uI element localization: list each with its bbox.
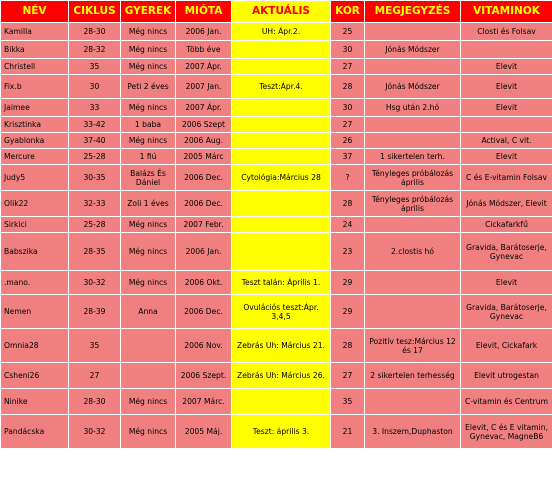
name-cell: Csheni26 — [1, 363, 69, 389]
child-cell: Még nincs — [121, 271, 176, 295]
current-cell — [232, 133, 331, 149]
age-cell: 28 — [331, 191, 365, 217]
child-cell: Még nincs — [121, 41, 176, 59]
since-cell: 2007 Márc. — [176, 389, 232, 415]
table-row — [1, 271, 552, 295]
table-row — [1, 389, 552, 415]
name-cell: Gyablonka — [1, 133, 69, 149]
cycle-cell: 32-33 — [69, 191, 121, 217]
cycle-cell: 35 — [69, 59, 121, 75]
note-cell: Jónás Módszer — [365, 41, 461, 59]
vitamin-cell — [461, 117, 552, 133]
current-cell: Cytológia:Március 28 — [232, 165, 331, 191]
table-body — [1, 23, 552, 449]
child-cell: Még nincs — [121, 233, 176, 271]
age-cell: 27 — [331, 117, 365, 133]
since-cell: Több éve — [176, 41, 232, 59]
note-cell: Tényleges próbálozás április — [365, 165, 461, 191]
table-row — [1, 149, 552, 165]
table-row — [1, 329, 552, 363]
since-cell: 2006 Szept — [176, 117, 232, 133]
note-cell: Pozitív tesz:Március 12 és 17 — [365, 329, 461, 363]
table-row — [1, 217, 552, 233]
header-aktualis: AKTUÁLIS — [232, 1, 331, 23]
age-cell: 29 — [331, 271, 365, 295]
vitamin-cell: C és E-vitamin Folsav — [461, 165, 552, 191]
table-row — [1, 233, 552, 271]
cycle-cell: 27 — [69, 363, 121, 389]
vitamin-cell: Cickafarkfű — [461, 217, 552, 233]
name-cell: Olik22 — [1, 191, 69, 217]
note-cell: Tényleges próbálozás április — [365, 191, 461, 217]
child-cell: Még nincs — [121, 389, 176, 415]
since-cell: 2006 Jan. — [176, 23, 232, 41]
cycle-cell: 37-40 — [69, 133, 121, 149]
table-row — [1, 59, 552, 75]
since-cell: 2006 Dec. — [176, 165, 232, 191]
vitamin-cell — [461, 41, 552, 59]
name-cell: Omnia28 — [1, 329, 69, 363]
note-cell — [365, 59, 461, 75]
vitamin-cell: Elevit, C és E vitamin, Gynevac, MagneB6 — [461, 415, 552, 449]
note-cell: Hsg után 2.hó — [365, 99, 461, 117]
name-cell: Ninike — [1, 389, 69, 415]
note-cell — [365, 217, 461, 233]
vitamin-cell: Elevit — [461, 149, 552, 165]
vitamin-cell: Elevit — [461, 99, 552, 117]
header-row — [1, 1, 552, 23]
name-cell: Krisztinka — [1, 117, 69, 133]
vitamin-cell: Actival, C vit. — [461, 133, 552, 149]
since-cell: 2006 Dec. — [176, 295, 232, 329]
header-gyerek: GYEREK — [121, 1, 176, 23]
since-cell: 2007 Ápr. — [176, 59, 232, 75]
note-cell — [365, 133, 461, 149]
child-cell — [121, 329, 176, 363]
vitamin-cell: Elevit — [461, 59, 552, 75]
header-megjegyzes: MEGJEGYZÉS — [365, 1, 461, 23]
cycle-cell: 25-28 — [69, 149, 121, 165]
table-row — [1, 133, 552, 149]
name-cell: Kamilla — [1, 23, 69, 41]
since-cell: 2005 Máj. — [176, 415, 232, 449]
table-row — [1, 99, 552, 117]
since-cell: 2005 Márc — [176, 149, 232, 165]
age-cell: 25 — [331, 23, 365, 41]
cycle-cell: 35 — [69, 329, 121, 363]
vitamin-cell: Closti és Folsav — [461, 23, 552, 41]
header-nev: NÉV — [1, 1, 69, 23]
since-cell: 2006 Aug. — [176, 133, 232, 149]
table-row — [1, 363, 552, 389]
name-cell: Mercure — [1, 149, 69, 165]
child-cell: Peti 2 éves — [121, 75, 176, 99]
since-cell: 2006 Nov. — [176, 329, 232, 363]
cycle-cell: 30-32 — [69, 415, 121, 449]
note-cell: 1 sikertelen terh. — [365, 149, 461, 165]
cycle-cell: 28-32 — [69, 41, 121, 59]
age-cell: 35 — [331, 389, 365, 415]
cycle-cell: 30 — [69, 75, 121, 99]
note-cell — [365, 23, 461, 41]
cycle-cell: 30-32 — [69, 271, 121, 295]
header-ciklus: CIKLUS — [69, 1, 121, 23]
current-cell: Teszt: április 3. — [232, 415, 331, 449]
age-cell: 28 — [331, 75, 365, 99]
table-row — [1, 165, 552, 191]
child-cell: Zoli 1 éves — [121, 191, 176, 217]
table-row — [1, 191, 552, 217]
name-cell: Judy5 — [1, 165, 69, 191]
since-cell: 2006 Dec. — [176, 191, 232, 217]
vitamin-cell: Jónás Módszer, Elevit — [461, 191, 552, 217]
age-cell: 30 — [331, 41, 365, 59]
age-cell: 24 — [331, 217, 365, 233]
cycle-cell: 28-30 — [69, 23, 121, 41]
current-cell: Ovulációs teszt:Ápr. 3,4,5 — [232, 295, 331, 329]
child-cell: Még nincs — [121, 23, 176, 41]
current-cell — [232, 41, 331, 59]
since-cell: 2006 Szept. — [176, 363, 232, 389]
cycle-cell: 25-28 — [69, 217, 121, 233]
since-cell: 2007 Ápr. — [176, 99, 232, 117]
table-row — [1, 41, 552, 59]
note-cell: Jónás Módszer — [365, 75, 461, 99]
since-cell: 2007 Febr. — [176, 217, 232, 233]
note-cell: 2.clostis hó — [365, 233, 461, 271]
age-cell: 28 — [331, 329, 365, 363]
current-cell: Zebrás Uh: Március 21. — [232, 329, 331, 363]
table-row — [1, 23, 552, 41]
note-cell — [365, 295, 461, 329]
current-cell: UH: Ápr.2. — [232, 23, 331, 41]
since-cell: 2007 Jan. — [176, 75, 232, 99]
vitamin-cell: Gravida, Barátoserje, Gynevac — [461, 233, 552, 271]
child-cell: 1 fiú — [121, 149, 176, 165]
current-cell — [232, 389, 331, 415]
table-row — [1, 295, 552, 329]
current-cell: Zebrás Uh: Március 26. — [232, 363, 331, 389]
header-vitaminok: VITAMINOK — [461, 1, 552, 23]
cycle-cell: 28-35 — [69, 233, 121, 271]
name-cell: Nemen — [1, 295, 69, 329]
child-cell: Anna — [121, 295, 176, 329]
header-miota: MIÓTA — [176, 1, 232, 23]
name-cell: Babszika — [1, 233, 69, 271]
cycle-cell: 33 — [69, 99, 121, 117]
age-cell: 27 — [331, 59, 365, 75]
vitamin-cell: Elevit — [461, 271, 552, 295]
table-row — [1, 75, 552, 99]
current-cell — [232, 191, 331, 217]
child-cell: Még nincs — [121, 415, 176, 449]
current-cell: Teszt talán: Április 1. — [232, 271, 331, 295]
current-cell — [232, 149, 331, 165]
note-cell: 3. Inszem,Duphaston — [365, 415, 461, 449]
current-cell — [232, 217, 331, 233]
age-cell: 23 — [331, 233, 365, 271]
vitamin-cell: Elevit — [461, 75, 552, 99]
child-cell: Balázs És Dániel — [121, 165, 176, 191]
age-cell: 27 — [331, 363, 365, 389]
child-cell: Még nincs — [121, 133, 176, 149]
name-cell: Bikka — [1, 41, 69, 59]
vitamin-cell: Gravida, Barátoserje, Gynevac — [461, 295, 552, 329]
since-cell: 2006 Jan. — [176, 233, 232, 271]
current-cell — [232, 233, 331, 271]
current-cell — [232, 99, 331, 117]
child-cell: Még nincs — [121, 99, 176, 117]
name-cell: Pandácska — [1, 415, 69, 449]
note-cell — [365, 117, 461, 133]
name-cell: Christell — [1, 59, 69, 75]
table-row — [1, 117, 552, 133]
child-cell: Még nincs — [121, 59, 176, 75]
child-cell: Még nincs — [121, 217, 176, 233]
table-row — [1, 415, 552, 449]
name-cell: Fix.b — [1, 75, 69, 99]
age-cell: 30 — [331, 99, 365, 117]
child-cell — [121, 363, 176, 389]
current-cell — [232, 117, 331, 133]
age-cell: 29 — [331, 295, 365, 329]
age-cell: 26 — [331, 133, 365, 149]
cycle-cell: 28-30 — [69, 389, 121, 415]
name-cell: Sirkici — [1, 217, 69, 233]
cycle-cell: 33-42 — [69, 117, 121, 133]
name-cell: Jaimee — [1, 99, 69, 117]
cycle-cell: 28-39 — [69, 295, 121, 329]
name-cell: .mano. — [1, 271, 69, 295]
child-cell: 1 baba — [121, 117, 176, 133]
vitamin-cell: C-vitamin és Centrum — [461, 389, 552, 415]
age-cell: ? — [331, 165, 365, 191]
age-cell: 37 — [331, 149, 365, 165]
since-cell: 2006 Okt. — [176, 271, 232, 295]
current-cell — [232, 59, 331, 75]
vitamin-cell: Elevit, Cickafark — [461, 329, 552, 363]
age-cell: 21 — [331, 415, 365, 449]
note-cell: 2 sikertelen terhesség — [365, 363, 461, 389]
current-cell: Teszt:Ápr.4. — [232, 75, 331, 99]
note-cell — [365, 271, 461, 295]
cycle-cell: 30-35 — [69, 165, 121, 191]
vitamin-cell: Elevit utrogestan — [461, 363, 552, 389]
header-kor: KOR — [331, 1, 365, 23]
note-cell — [365, 389, 461, 415]
